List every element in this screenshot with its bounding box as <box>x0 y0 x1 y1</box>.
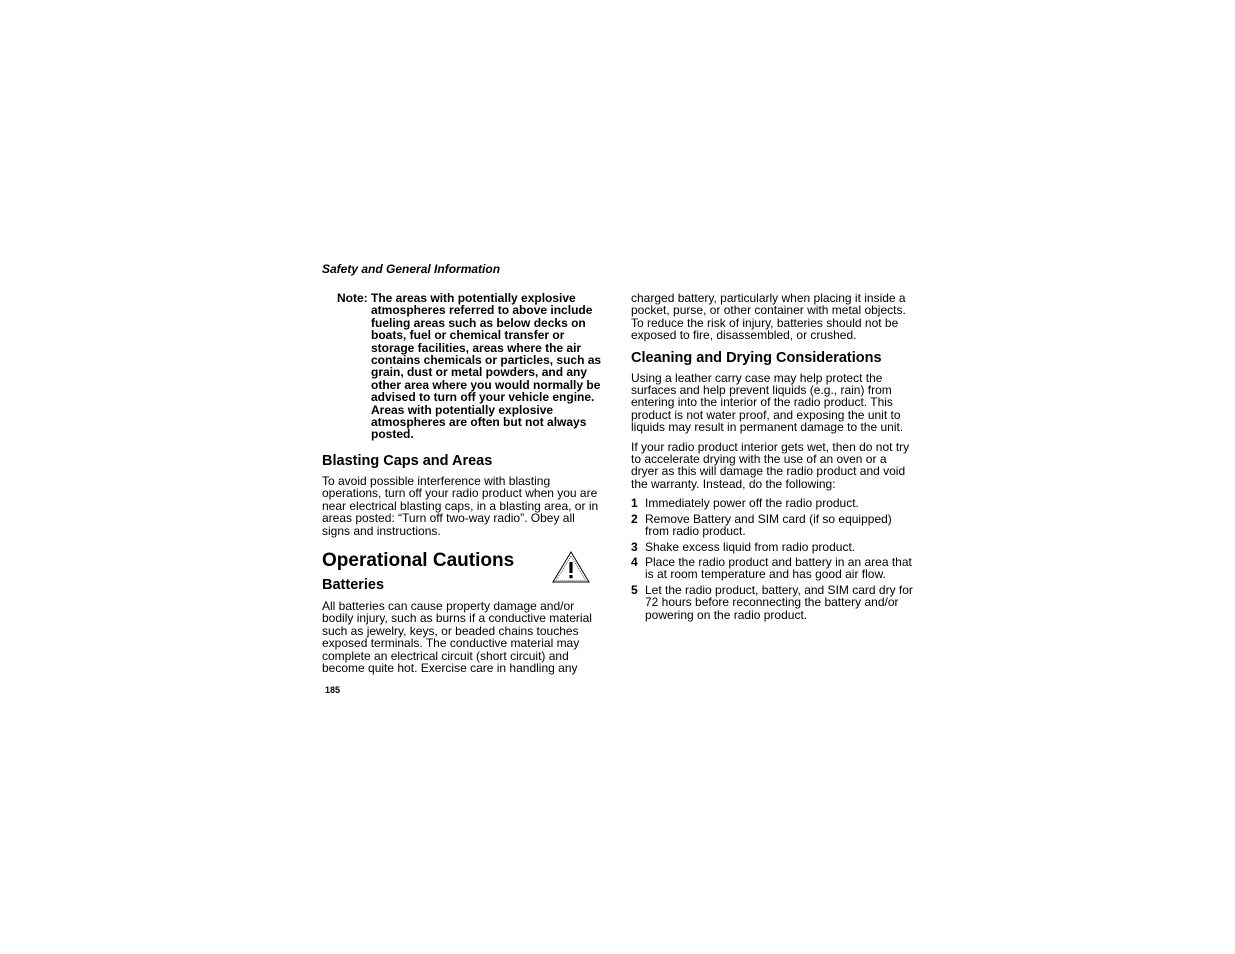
note-text: The areas with potentially explosive atmospheres referred to above include fueling areas such as below decks on boats, fuel or chemical transfer or storage facilities, areas where the air contains chemicals or particles, such as grain, dust or metal powders, and any other area where you would normally be advised to turn off your vehicle engine. Areas with potentially explosive atmospheres are often but not always posted. <box>371 291 602 442</box>
note-block <box>322 292 604 441</box>
step-text: Immediately power off the radio product. <box>645 496 859 511</box>
step-text: Place the radio product and battery in an area that is at room temperature and has good air flow. <box>645 554 912 582</box>
warning-triangle-icon <box>551 550 591 584</box>
note-label: Note: <box>337 291 368 305</box>
list-item <box>631 497 916 509</box>
step-number: 3 <box>631 539 638 554</box>
list-item <box>631 541 916 553</box>
drying-steps-list <box>631 497 916 621</box>
batteries-paragraph: All batteries can cause property damage and/or bodily injury, such as burns if a conductive material such as jewelry, keys, or beaded chains touches exposed terminals. The conductive material may complete an electrical circuit (short circuit) and become quite hot. Exercise care in handling any <box>322 598 592 675</box>
step-text: Shake excess liquid from radio product. <box>645 539 856 554</box>
step-text: Let the radio product, battery, and SIM card dry for 72 hours before reconnecting the battery and/or powering on the radio product. <box>645 582 913 622</box>
running-header: Safety and General Information <box>322 262 501 276</box>
operational-cautions-section <box>322 550 604 594</box>
list-item <box>631 584 916 621</box>
list-item <box>631 513 916 538</box>
batteries-heading: Batteries <box>322 576 385 593</box>
cleaning-drying-heading: Cleaning and Drying Considerations <box>631 349 882 366</box>
step-text: Remove Battery and SIM card (if so equipped) from radio product. <box>645 511 892 539</box>
step-number: 4 <box>631 554 638 569</box>
cleaning-paragraph: Using a leather carry case may help protect the surfaces and help prevent liquids (e.g., rain) from entering into the interior of the radio product. This product is not water proof, and exposing the unit to liquids may result in permanent damage to the unit. <box>631 370 904 435</box>
blasting-caps-paragraph: To avoid possible interference with blasting operations, turn off your radio product when you are near electrical blasting caps, in a blasting area, or in areas posted: “Turn off two-way radio”. Obey all signs and instructions. <box>322 473 599 538</box>
blasting-caps-heading: Blasting Caps and Areas <box>322 452 493 469</box>
left-column <box>322 292 604 674</box>
batteries-continued-paragraph: charged battery, particularly when placing it inside a pocket, purse, or other container with metal objects. To reduce the risk of injury, batteries should not be exposed to fire, disassembled, or crushed. <box>631 291 906 343</box>
right-column <box>631 292 916 624</box>
page-number: 185 <box>325 685 341 695</box>
step-number: 2 <box>631 511 638 526</box>
list-item <box>631 556 916 581</box>
wet-interior-paragraph: If your radio product interior gets wet, then do not try to accelerate drying with the use of an oven or a dryer as this will damage the radio product and void the warranty. Instead, do the following: <box>631 439 910 491</box>
operational-cautions-heading: Operational Cautions <box>322 549 515 571</box>
step-number: 1 <box>631 496 638 511</box>
step-number: 5 <box>631 582 638 597</box>
